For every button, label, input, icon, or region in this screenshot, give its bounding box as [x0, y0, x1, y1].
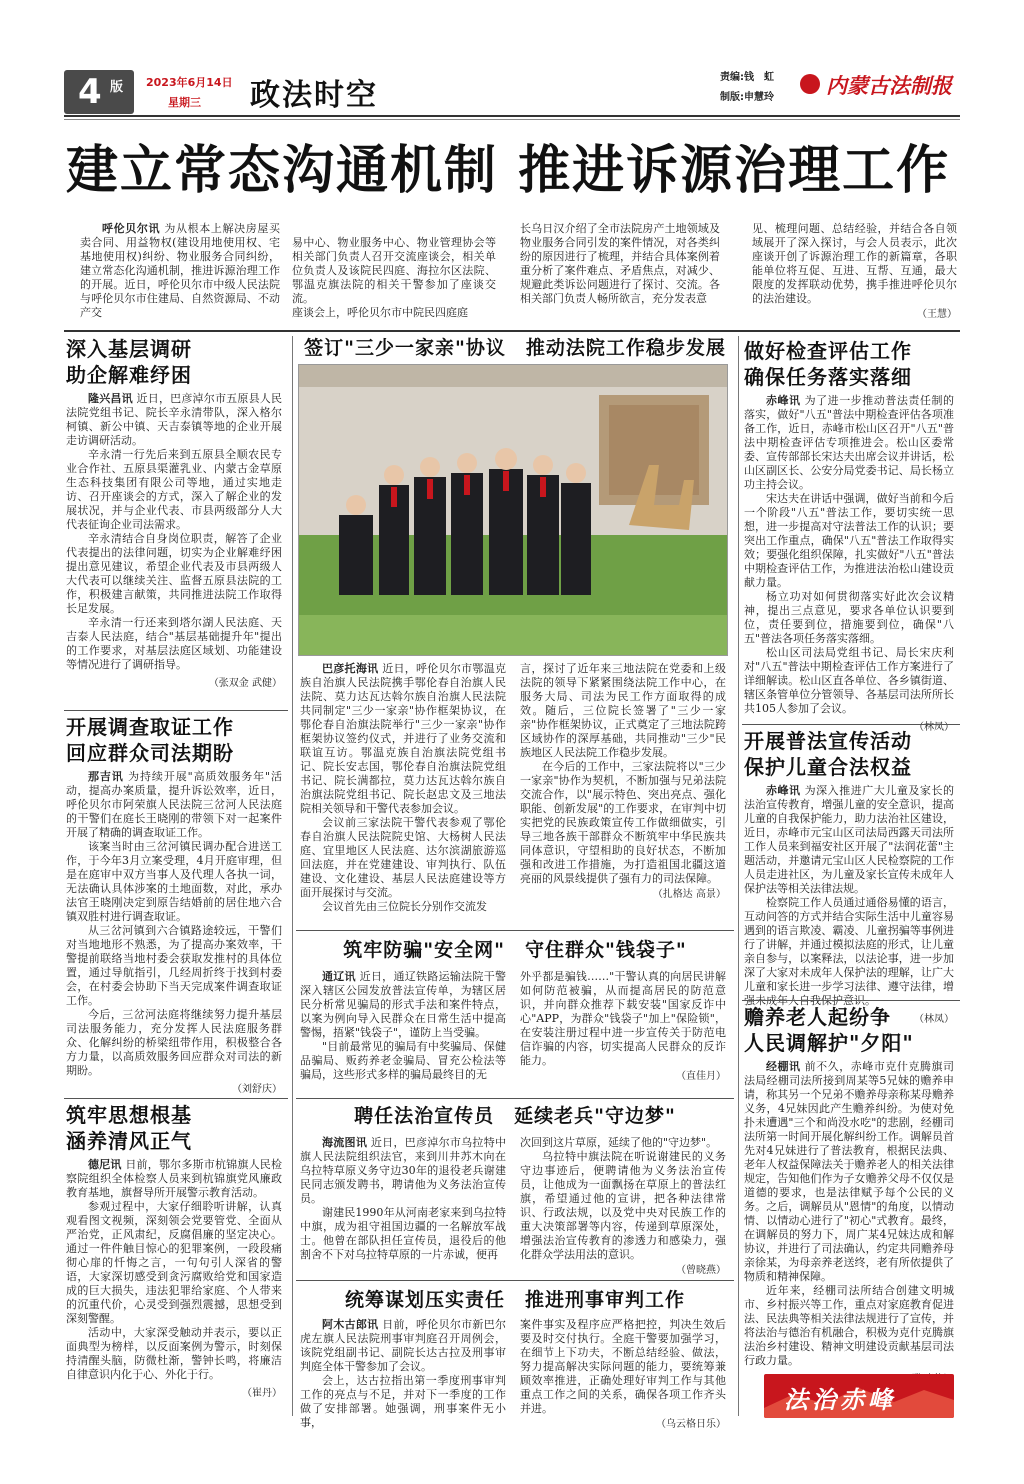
article-5-col2-para-1: 外乎都是骗钱……"干警认真的向居民讲解如何防范被骗，从而提高居民的防范意识，并向群众推荐下载安装"国家反诈中心"APP，为群众"钱袋子"加上"保险锁"，在安装注册过程中进一步宣传关于防范电信诈骗的内容，切实提高人民群众的反诈能力。: [520, 970, 726, 1067]
article-9-credit: （林凤）: [914, 1014, 954, 1025]
article-10-para-2: 近年来，经棚司法所结合创建文明城市、乡村振兴等工作，重点对家庭教育促进法、民法典等相关法律法规进行了宣传，并将法治与德治有机融合，积极为克什克腾旗法治乡村建设、精神文明建设贡献基层司法行政力量。: [744, 1284, 954, 1367]
article-6-col1-para-1: 近日，巴彦淖尔市乌拉特中旗人民法院组织法官，来到川井苏木向在乌拉特草原义务守边30年的退役老兵谢建民同志颁发聘书，聘请他为义务法治宣传员。: [300, 1136, 506, 1205]
article-4-col2-para-2: 在今后的工作中，三家法院将以"三少一家亲"协作为契机，不断加强与兄弟法院交流合作，以"展示特色、突出亮点、强化职能、创新发展"的工作要求，在审判中切实把党的民族政策宣传工作做细做实，引导三地各族干部群众不断筑牢中华民族共同体意识，守望相助的良好状态，不断加强和改进工作措施，为打造祖国北疆这道亮丽的风景线提供了强有力的司法保障。: [520, 760, 726, 885]
article-1-para-3: 辛永清结合自身岗位职责，解答了企业代表提出的法律问题，切实为企业解难纾困提出意见建议，希望企业代表及市县两级人大代表可以继续关注、监督五原县法院的工作，积极建言献策，共同推进法院工作取得长足发展。: [66, 532, 282, 615]
lead-text-4: 见、梳理问题、总结经验，并结合各自领域展开了深入探讨，与会人员表示，此次座谈开创了诉源治理工作的新篇章，各职能单位将互促、互进、互帮、互通，最大限度的发挥联动优势，携手推进呼伦贝尔的法治建设。: [752, 222, 957, 305]
article-6-col2-para-1: 次回到这片草原，延续了他的"守边梦"。: [520, 1136, 718, 1149]
group-photo-image: [299, 365, 727, 655]
article-7-col1-para-2: 会上，达古拉指出第一季度刑事审判工作的亮点与不足，并对下一季度的工作做了安排部署。她强调，刑事案件无小事，: [300, 1374, 506, 1429]
article-5-col1-para-1: 近日，通辽铁路运输法院干警深入辖区公园发放普法宣传单，为辖区居民分析常见骗局的形式手法和案件特点，以案为例向导入民群众在日常生活中提高警惕，捂紧"钱袋子"，谨防上当受骗。: [300, 970, 506, 1039]
paper-name: 内蒙古法制报: [826, 73, 952, 98]
article-3-para-2: 参观过程中，大家仔细聆听讲解，认真观看图文视频，深刻领会党要管党、全面从严治党，正风肃纪，反腐倡廉的坚定决心。通过一件件触目惊心的犯罪案例，一段段痛彻心扉的忏悔之言，一句句引人深省的警语，大家深切感受到贪污腐败给党和国家造成的巨大损失，违法犯罪给家庭、个人带来的沉重代价，心灵受到强烈震撼，思想受到深刻警醒。: [66, 1200, 282, 1325]
page-suffix: 版: [110, 80, 124, 95]
article-4-col-1: [300, 662, 506, 914]
article-8: [744, 338, 954, 733]
article-8-credit: （林凤）: [914, 722, 954, 733]
paper-logo-icon: [800, 74, 820, 94]
lead-text-3: 长乌日汉介绍了全市法院房产土地领域及物业服务合同引发的案件情况，对各类纠纷的原因进行了梳理，并结合具体案例着重分析了案件难点、矛盾焦点，对减少、规避此类诉讼问题进行了探讨、交流。各相关部门负责人畅所欲言，充分发表意: [520, 222, 720, 305]
article-9-title-line2: 保护儿童合法权益: [744, 755, 912, 779]
article-1-para-4: 辛永清一行还来到塔尔湖人民法庭、天吉泰人民法庭，结合"基层基础提升年"提出的工作要求，对基层法庭区域划、功能建设等情况进行了调研指导。: [66, 616, 282, 671]
article-2-para-2: 该案当时由三岔河镇民调办配合进送工作，于今年3月立案受理，4月开庭审理，但是在庭审中双方当事人及代理人各执一词，无法确认具体涉案的土地面数，对此，承办法官王晓刚决定到原告结婚前的居住地六合镇双胜村进行调查取证。: [66, 840, 282, 923]
article-8-para-2: 宋达夫在讲话中强调，做好当前和今后一个阶段"八五"普法工作，要切实统一思想，进一步提高对守法普法工作的认识；要突出工作重点，确保"八五"普法工作取得实效；要强化组织保障，扎实做好"八五"普法中期检查评估工作，为推进法治松山建设贡献力量。: [744, 492, 954, 589]
lead-headline: 建立常态沟通机制 推进诉源治理工作: [66, 140, 951, 201]
article-6-credit: （曾晓燕）: [676, 1265, 726, 1276]
article-4-col1-para-2: 会议前三家法院干警代表参观了鄂伦春自治旗人民法院院史馆、大杨树人民法庭、宜里地区人民法庭、达尔滨湖旅游巡回法庭，并在党建建设、审判执行、队伍建设、文化建设、基层人民法庭建设等方面开展探讨与交流。: [300, 816, 506, 899]
article-3-para-1: 日前，鄂尔多斯市杭锦旗人民检察院组织全体检察人员来到杭锦旗党风廉政教育基地，旗督导所开展警示教育活动。: [66, 1158, 283, 1199]
issue-date: 2023年6月14日: [146, 76, 233, 89]
article-7-title: 统筹谋划压实责任 推进刑事审判工作: [344, 1289, 685, 1311]
article-3-para-3: 活动中，大家深受触动并表示，要以正面典型为榜样，以反面案例为警示，时刻保持清醒头脑，防微杜渐，警钟长鸣，将廉洁自律意识内化于心、外化于行。: [66, 1326, 282, 1381]
article-9-byline: 赤峰讯: [766, 784, 801, 797]
article-1-byline: 隆兴昌讯: [88, 392, 133, 405]
article-2-title-line2: 回应群众司法期盼: [66, 741, 234, 765]
article-10-title-line1: 赡养老人起纷争: [744, 1005, 891, 1029]
article-2-para-3: 从三岔河镇到六合镇路途较远，干警们对当地地形不熟悉，为了提高办案效率，干警提前联络当地村委会获取发推村的具体位置，通过导航指引，几经周折终于找到村委会，在村委会协助下当天完成案件调查取证工作。: [66, 924, 282, 1007]
editor-credit: 责编:钱 虹: [720, 72, 774, 83]
lead-credit: （王慧）: [917, 309, 957, 320]
page-number: 4: [78, 72, 102, 112]
article-1-para-2: 辛永清一行先后来到五原县全顺农民专业合作社、五原县渠灌乳业、内蒙古金草原生态科技集团有限公司等地，通过实地走访、召开座谈会的方式，深入了解企业的发展状况，并与企业代表、市县两级部分人大代表征询企业司法需求。: [66, 448, 282, 531]
article-6-col2-para-2: 乌拉特中旗法院在听说谢建民的义务守边事迹后，便聘请他为义务法治宣传员，让他成为一面飘扬在草原上的普法红旗，希望通过他的宣讲，把各种法律常识、行政法规，以及党中央对民族工作的重大决策部署等内容，传递到草原深处，增强法治宣传教育的渗透力和感染力，强化群众学法用法的意识。: [520, 1150, 726, 1261]
article-3-credit: （崔丹）: [242, 1388, 282, 1399]
article-10-title-line2: 人民调解护"夕阳": [744, 1031, 914, 1055]
article-10-para-1: 前不久，赤峰市克什克腾旗司法局经棚司法所接到周某等5兄妹的赡养申请，称其另一个兄弟不赡养母亲称某母赡养义务，4兄妹因此产生赡养纠纷。为使对免扑未遭遇"三个和尚没水吃"的悲剧，经棚司法所第一时间开展化解纠纷工作。调解员首先对4兄妹进行了普法教育，根据民法典、老年人权益保障法关于赡养老人的相关法律规定，告知他们作为子女赡养父母不仅仅是道德的要求，也是法律赋予每个公民的义务。之后，调解员从"恩情"的角度，以情动情、以情动心进行了"初心"式教育。最终，在调解员的努力下，周广某4兄妹达成和解协议，并进行了司法确认，约定共同赡养母亲徐某，为母亲养老送终，老有所依提供了物质和精神保障。: [744, 1060, 954, 1283]
article-9-title-line1: 开展普法宣传活动: [744, 729, 912, 753]
article-6-col-2: [520, 1136, 726, 1278]
article-4-col-2: [520, 662, 726, 902]
article-1-title-line2: 助企解难纾困: [66, 363, 192, 387]
article-4-byline: 巴彦托海讯: [322, 662, 379, 675]
divider-2: [64, 1098, 288, 1099]
article-2-para-4: 今后，三岔河法庭将继续努力提升基层司法服务能力，充分发挥人民法庭服务群众、化解纠纷的桥梁纽带作用，积极整合各方力量，以高质效服务回应群众对司法的新期盼。: [66, 1008, 282, 1077]
divider-6: [296, 1280, 734, 1281]
article-2-byline: 那吉讯: [88, 770, 124, 783]
article-5-col1-para-2: "目前最常见的骗局有中奖骗局、保健品骗局、贩药养老金骗局、冒充公检法等骗局，这些形式多样的骗局最终目的无: [300, 1040, 506, 1081]
divider-5: [296, 1098, 734, 1099]
article-3-title-line2: 涵养清风正气: [66, 1129, 192, 1153]
col-rule-left: [292, 336, 293, 1416]
article-5-col-2: [520, 970, 726, 1084]
producer-credit: 制版:申慧玲: [720, 92, 774, 103]
divider-1: [64, 710, 288, 711]
article-8-title-line2: 确保任务落实落细: [744, 365, 912, 389]
lead-text-1: 为从根本上解决房屋买卖合同、用益物权(建设用地使用权、宅基地使用权)纠纷、物业服务合同纠纷，建立常态化沟通机制，推进诉源治理工作的开展。近日，呼伦贝尔市中级人民法院与呼伦贝尔市住建局、自然资源局、不动产交: [80, 222, 281, 319]
article-1-credit: （张双金 武健）: [208, 678, 282, 689]
article-7-credit: （乌云格日乐）: [656, 1419, 726, 1430]
paper-logo: [800, 68, 960, 102]
section-title: 政法时空: [250, 78, 378, 113]
article-7-col2-para-1: 案件事实及程序应严格把控，判决生效后要及时交付执行。全庭干警要加强学习，在细节上下功夫，不断总结经验、做法，努力提高解决实际问题的能力，要统筹兼顾效率推进，正确处理好审判工作与其他重点工作之间的关系，确保各项工作齐头并进。: [520, 1318, 726, 1415]
article-6-col1-para-2: 谢建民1990年从河南老家来到乌拉特中旗，成为祖守祖国边疆的一名解放军战士。他曾在部队担任宣传员，退役后的他割舍不下对乌拉特草原的一片赤诚，便再: [300, 1206, 506, 1261]
article-5-byline: 通辽讯: [322, 970, 356, 983]
lead-col-4: [752, 222, 957, 322]
article-9-para-1: 为深入推进广大儿童及家长的法治宣传教育，增强儿童的安全意识，提高儿童的自我保护能力，助力法治社区建设，近日，赤峰市元宝山区司法局西露天司法所工作人员来到福安社区开展了"法润花蕾"主题活动，并邀请元宝山区人民检察院的工作人员走进社区，为儿童及家长宣传未成年人保护法等相关法律法规。: [744, 784, 954, 895]
lead-text-2: 易中心、物业服务中心、物业管理协会等相关部门负责人召开交流座谈会，相关单位负责人及该院民四庭、海拉尔区法院、鄂温克旗法院的相关干警参加了座谈交流。 座谈会上，呼伦贝尔市中院民四庭庭: [292, 236, 496, 319]
article-7-byline: 阿木古郎讯: [322, 1318, 379, 1331]
article-8-title-line1: 做好检查评估工作: [744, 339, 912, 363]
divider-9: [742, 1000, 960, 1001]
page-number-tab: [64, 70, 134, 114]
article-8-byline: 赤峰讯: [766, 394, 801, 407]
article-4-col1-para-3: 会议首先由三位院长分别作交流发: [322, 900, 487, 913]
col-rule-right: [738, 336, 739, 1416]
article-7-col1-para-1: 日前，呼伦贝尔市新巴尔虎左旗人民法院刑事审判庭召开周例会，该院党组副书记、副院长达古拉及刑事审判庭全体干警参加了会议。: [300, 1318, 506, 1373]
article-1: [66, 336, 282, 689]
article-6-col-1: [300, 1136, 506, 1262]
lead-col-1: [80, 222, 280, 320]
lead-byline: 呼伦贝尔讯: [102, 222, 161, 235]
article-9: [744, 728, 954, 1025]
issue-weekday: 星期三: [168, 96, 201, 109]
article-10-byline: 经棚讯: [766, 1060, 801, 1073]
article-7-col-2: [520, 1318, 726, 1432]
article-2-title-line1: 开展调查取证工作: [66, 715, 234, 739]
divider-8: [742, 724, 960, 725]
article-6-title: 聘任法治宣传员 延续老兵"守边梦": [354, 1105, 676, 1127]
lead-col-3: [520, 222, 720, 306]
article-9-para-2: 检察院工作人员通过通俗易懂的语言，互动问答的方式并结合实际生活中儿童容易遇到的语言欺凌、霸凌、儿童拐骗等事例进行了讲解，并通过模拟法庭的形式，让儿童亲自参与，以案释法，以法论事，进一步加深了大家对未成年人保护法的理解，让广大儿童和家长进一步学习法律、遵守法律，增强未成年人自我保护意识。: [744, 896, 954, 1007]
article-10: [744, 1004, 954, 1385]
divider-4: [296, 930, 734, 931]
article-3-title-line1: 筑牢思想根基: [66, 1103, 192, 1127]
article-8-para-1: 为了进一步推动普法责任制的落实，做好"八五"普法中期检查评估各项准备工作，近日，赤峰市松山区召开"八五"普法中期检查评估专项推进会。松山区委常委、宣传部部长宋达夫出席会议并讲话，松山区副区长、公安分局党委书记、局长杨立功主持会议。: [744, 394, 954, 491]
article-2-credit: （刘舒庆）: [232, 1084, 282, 1095]
lead-bottom-rule: [64, 330, 960, 332]
article-1-para-1: 近日，巴彦淖尔市五原县人民法院党组书记、院长辛永清带队，深入格尔柯镇、新公中镇、天吉泰镇等地的企业开展走访调研活动。: [66, 392, 283, 447]
article-2: [66, 714, 282, 1095]
article-7-col-1: [300, 1318, 506, 1430]
masthead-rule-thin: [64, 119, 960, 120]
article-4-col1-para-1: 近日，呼伦贝尔市鄂温克族自治旗人民法院携手鄂伦春自治旗人民法院、莫力达瓦达斡尔族自治旗人民法院共同制定"三少一家亲"协作框架协议，在鄂伦春自治旗法院举行"三少一家亲"协作框架协议签约仪式，并进行了业务交流和联谊互访。鄂温克族自治旗法院党组书记、院长安志国，鄂伦春自治旗法院党组书记、院长满都拉，莫力达瓦达斡尔族自治旗法院党组书记、院长赵忠文及三地法院相关领导和干警代表参加会议。: [300, 662, 506, 815]
article-2-para-1: 为持续开展"高质效服务年"活动，提高办案质量，提升诉讼效率，近日，呼伦贝尔市阿荣旗人民法院三岔河人民法庭的干警们在庭长王晓刚的带领下对一起案件开展了精确的调查取证工作。: [66, 770, 283, 839]
article-4-title: 签订"三少一家亲"协议 推动法院工作稳步发展: [304, 337, 726, 359]
article-3: [66, 1102, 282, 1399]
article-6-byline: 海流图讯: [322, 1136, 368, 1149]
article-5-col-1: [300, 970, 506, 1082]
article-1-title-line1: 深入基层调研: [66, 337, 192, 361]
article-4-col2-para-1: 言，探讨了近年来三地法院在党委和上级法院的领导下紧紧围绕法院工作中心，在服务大局、司法为民工作方面取得的成效。随后，三位院长签署了"三少一家亲"协作框架协议，正式奠定了三地法院跨区域协作的深厚基础，共同推动"三少"民族地区人民法院工作稳步发展。: [520, 662, 726, 759]
logo-text: 法治赤峰: [784, 1385, 896, 1414]
rule-of-law-chifeng-logo: [764, 1374, 954, 1418]
article-5-credit: （直佳月）: [676, 1071, 726, 1082]
article-8-para-4: 松山区司法局党组书记、局长宋庆利对"八五"普法中期检查评估工作方案进行了详细解读。松山区直各单位、各乡镇街道、辖区条管单位分管领导、各基层司法所所长共105人参加了会议。: [744, 646, 954, 715]
lead-col-2: [292, 222, 496, 320]
masthead-rule: [64, 115, 960, 117]
article-8-para-3: 杨立功对如何贯彻落实好此次会议精神，提出三点意见，要求各单位认识要到位，责任要到位，措施要到位，确保"八五"普法各项任务落实落细。: [744, 590, 954, 645]
article-5-title: 筑牢防骗"安全网" 守住群众"钱袋子": [343, 939, 687, 961]
article-4-credit: （扎格达 高景）: [652, 889, 726, 900]
article-4-photo: [298, 364, 728, 656]
article-3-byline: 德尼讯: [88, 1158, 122, 1171]
